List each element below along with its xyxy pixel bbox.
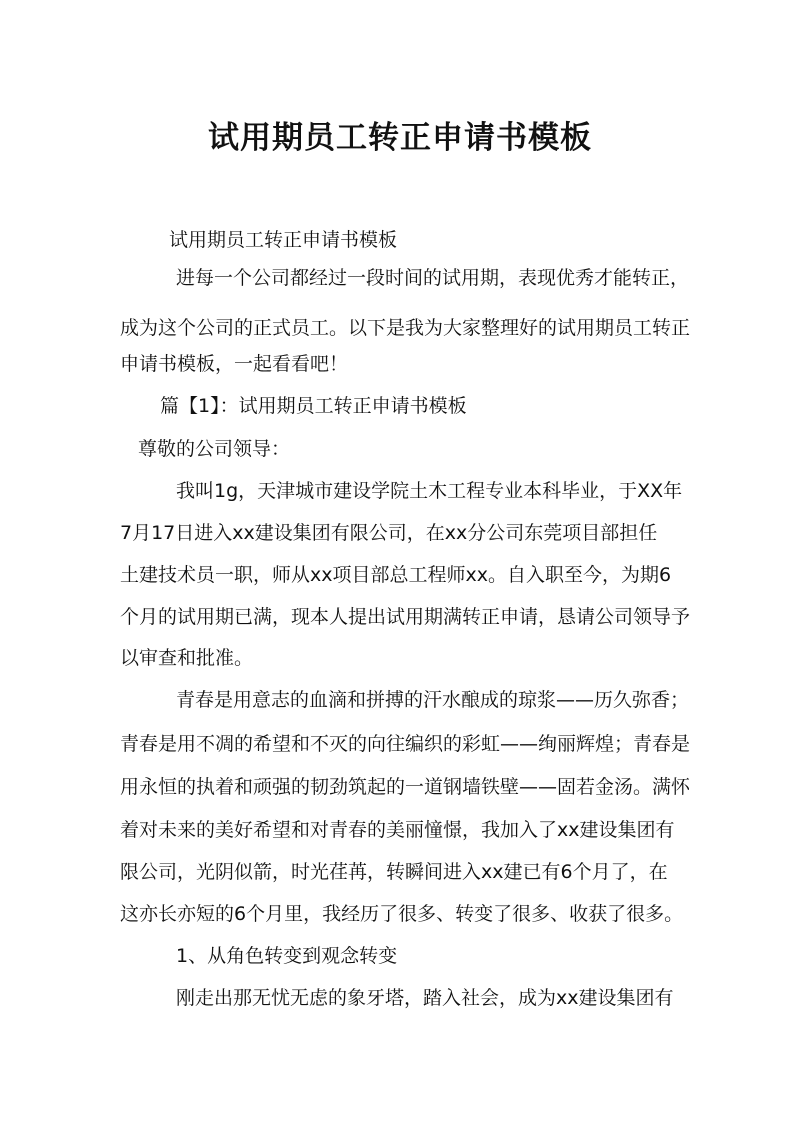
text-line: 以审查和批准。 (120, 647, 254, 669)
text-line: 用永恒的执着和顽强的韧劲筑起的一道钢墙铁壁——固若金汤。满怀 (120, 776, 691, 798)
text-line: 土建技术员一职，师从xx项目部总工程师xx。自入职至今，为期6 (120, 564, 672, 586)
text-line: 着对未来的美好希望和对青春的美丽憧憬，我加入了xx建设集团有 (120, 819, 675, 841)
text-line: 7月17日进入xx建设集团有限公司，在xx分公司东莞项目部担任 (120, 522, 658, 544)
text-line: 1、从角色转变到观念转变 (176, 945, 398, 967)
text-line: 青春是用意志的血滴和拼搏的汗水酿成的琼浆——历久弥香； (176, 689, 690, 711)
text-line: 个月的试用期已满，现本人提出试用期满转正申请，恳请公司领导予 (120, 606, 691, 628)
text-line: 青春是用不凋的希望和不灭的向往编织的彩虹——绚丽辉煌；青春是 (120, 733, 691, 755)
document-title: 试用期员工转正申请书模板 (208, 120, 592, 156)
text-line: 进每一个公司都经过一段时间的试用期，表现优秀才能转正， (176, 267, 690, 289)
text-line: 尊敬的公司领导： (138, 438, 291, 460)
text-line: 申请书模板，一起看看吧！ (120, 353, 349, 375)
text-line: 试用期员工转正申请书模板 (169, 229, 398, 251)
text-line: 刚走出那无忧无虑的象牙塔，踏入社会，成为xx建设集团有 (176, 987, 674, 1009)
text-line: 我叫1g，天津城市建设学院土木工程专业本科毕业，于XX年 (176, 480, 683, 502)
text-line: 限公司，光阴似箭，时光荏苒，转瞬间进入xx建已有6个月了，在 (120, 861, 668, 883)
text-line: 篇【1】：试用期员工转正申请书模板 (160, 395, 467, 417)
text-line: 成为这个公司的正式员工。以下是我为大家整理好的试用期员工转正 (120, 317, 691, 339)
text-line: 这亦长亦短的6个月里，我经历了很多、转变了很多、收获了很多。 (120, 903, 684, 925)
